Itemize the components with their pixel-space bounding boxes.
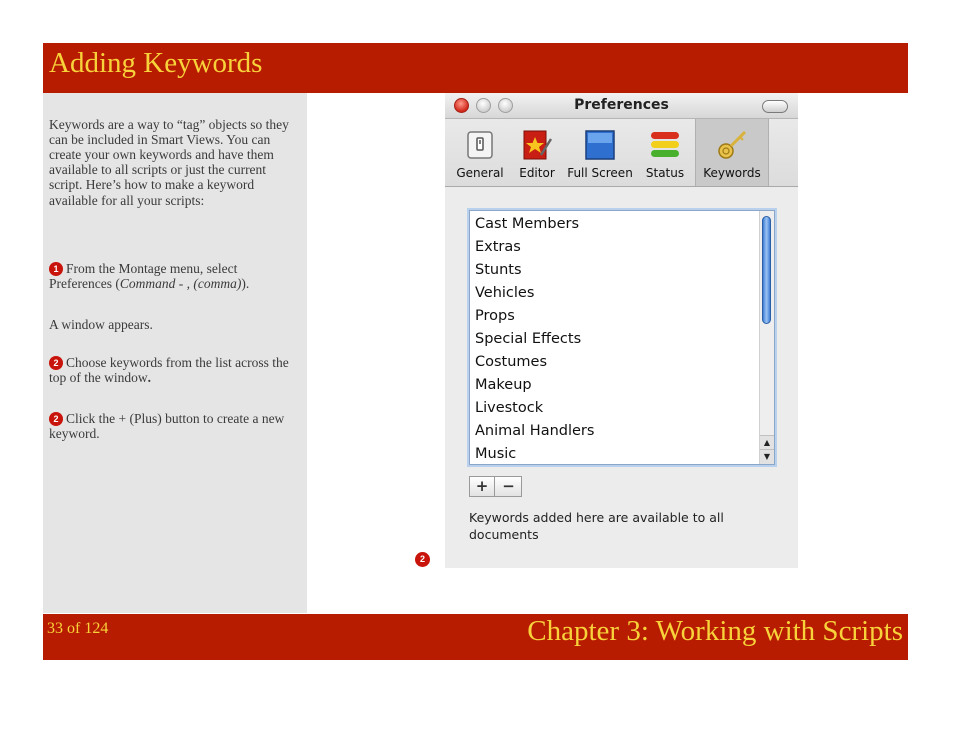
chapter-title: Chapter 3: Working with Scripts bbox=[527, 615, 903, 647]
list-item[interactable]: Animal Handlers bbox=[475, 423, 595, 439]
step-2-paragraph bbox=[49, 355, 301, 385]
step-3-badge: 2 bbox=[49, 412, 63, 426]
window-title-bar[interactable] bbox=[445, 93, 798, 119]
footer-band bbox=[43, 614, 908, 660]
scrollbar-thumb[interactable] bbox=[762, 216, 771, 324]
page-title: Adding Keywords bbox=[49, 47, 263, 79]
intro-paragraph: Keywords are a way to “tag” objects so they can be included in Smart Views. You can create your own keywords and have them available to all scripts or just the current script. Here’s how to make a keyword available for all your scripts: bbox=[49, 117, 289, 208]
list-item[interactable]: Special Effects bbox=[475, 331, 582, 347]
tab-general-label: General bbox=[456, 166, 504, 180]
preferences-toolbar bbox=[445, 119, 798, 187]
keywords-footnote: Keywords added here are available to all documents bbox=[469, 510, 724, 542]
step-1-badge: 1 bbox=[49, 262, 63, 276]
list-item[interactable]: Extras bbox=[475, 239, 521, 255]
list-item[interactable]: Livestock bbox=[475, 400, 544, 416]
step-1-after: ). bbox=[241, 276, 250, 292]
step-2-after: . bbox=[147, 370, 151, 386]
add-remove-buttons bbox=[469, 476, 522, 497]
list-item[interactable]: Cast Members bbox=[475, 216, 580, 232]
switch-icon bbox=[464, 129, 496, 161]
list-item[interactable]: Vehicles bbox=[475, 285, 535, 301]
list-item[interactable]: Costumes bbox=[475, 354, 548, 370]
full-screen-icon bbox=[584, 129, 616, 161]
step-2-text: Choose keywords from the list across the top of the window bbox=[49, 355, 289, 386]
toolbar-toggle-button[interactable] bbox=[762, 100, 788, 113]
tab-full-screen[interactable] bbox=[564, 119, 636, 186]
keyword-key-icon bbox=[716, 129, 748, 161]
step-2-badge: 2 bbox=[49, 356, 63, 370]
list-item[interactable]: Music bbox=[475, 446, 517, 462]
window-appears-text: A window appears. bbox=[49, 317, 153, 332]
tab-status-label: Status bbox=[645, 166, 685, 180]
step-3-text: Click the + (Plus) button to create a new keyword. bbox=[49, 411, 285, 442]
editor-star-icon bbox=[521, 129, 553, 161]
step-1-text: From the Montage menu, select Preferences ( bbox=[49, 261, 238, 292]
step-3-paragraph bbox=[49, 411, 301, 441]
list-scrollbar[interactable] bbox=[759, 211, 774, 464]
tab-keywords-label: Keywords bbox=[703, 166, 761, 180]
page-counter: 33 of 124 bbox=[47, 620, 109, 637]
preferences-window bbox=[445, 93, 798, 568]
scroll-up-arrow-icon[interactable]: ▲ bbox=[760, 435, 774, 450]
header-band bbox=[43, 43, 908, 93]
tab-keywords[interactable] bbox=[695, 119, 769, 186]
window-title: Preferences bbox=[574, 97, 669, 113]
step-1-paragraph bbox=[49, 261, 301, 291]
callout-badge: 2 bbox=[415, 552, 430, 567]
scroll-down-arrow-icon[interactable]: ▼ bbox=[760, 449, 774, 464]
tab-editor-label: Editor bbox=[519, 166, 555, 180]
tab-full-screen-label: Full Screen bbox=[567, 166, 633, 180]
add-keyword-button[interactable]: + bbox=[470, 477, 495, 496]
tab-editor[interactable] bbox=[511, 119, 563, 186]
remove-keyword-button[interactable]: − bbox=[496, 477, 521, 496]
list-item[interactable]: Makeup bbox=[475, 377, 532, 393]
step-1-shortcut: Command - , (comma) bbox=[119, 276, 242, 292]
list-item[interactable]: Stunts bbox=[475, 262, 522, 278]
tab-status[interactable] bbox=[637, 119, 693, 186]
keywords-list[interactable] bbox=[469, 210, 775, 465]
list-item[interactable]: Props bbox=[475, 308, 515, 324]
instructions-sidebar bbox=[43, 93, 307, 613]
tab-general[interactable] bbox=[450, 119, 510, 186]
status-bars-icon bbox=[649, 129, 681, 161]
